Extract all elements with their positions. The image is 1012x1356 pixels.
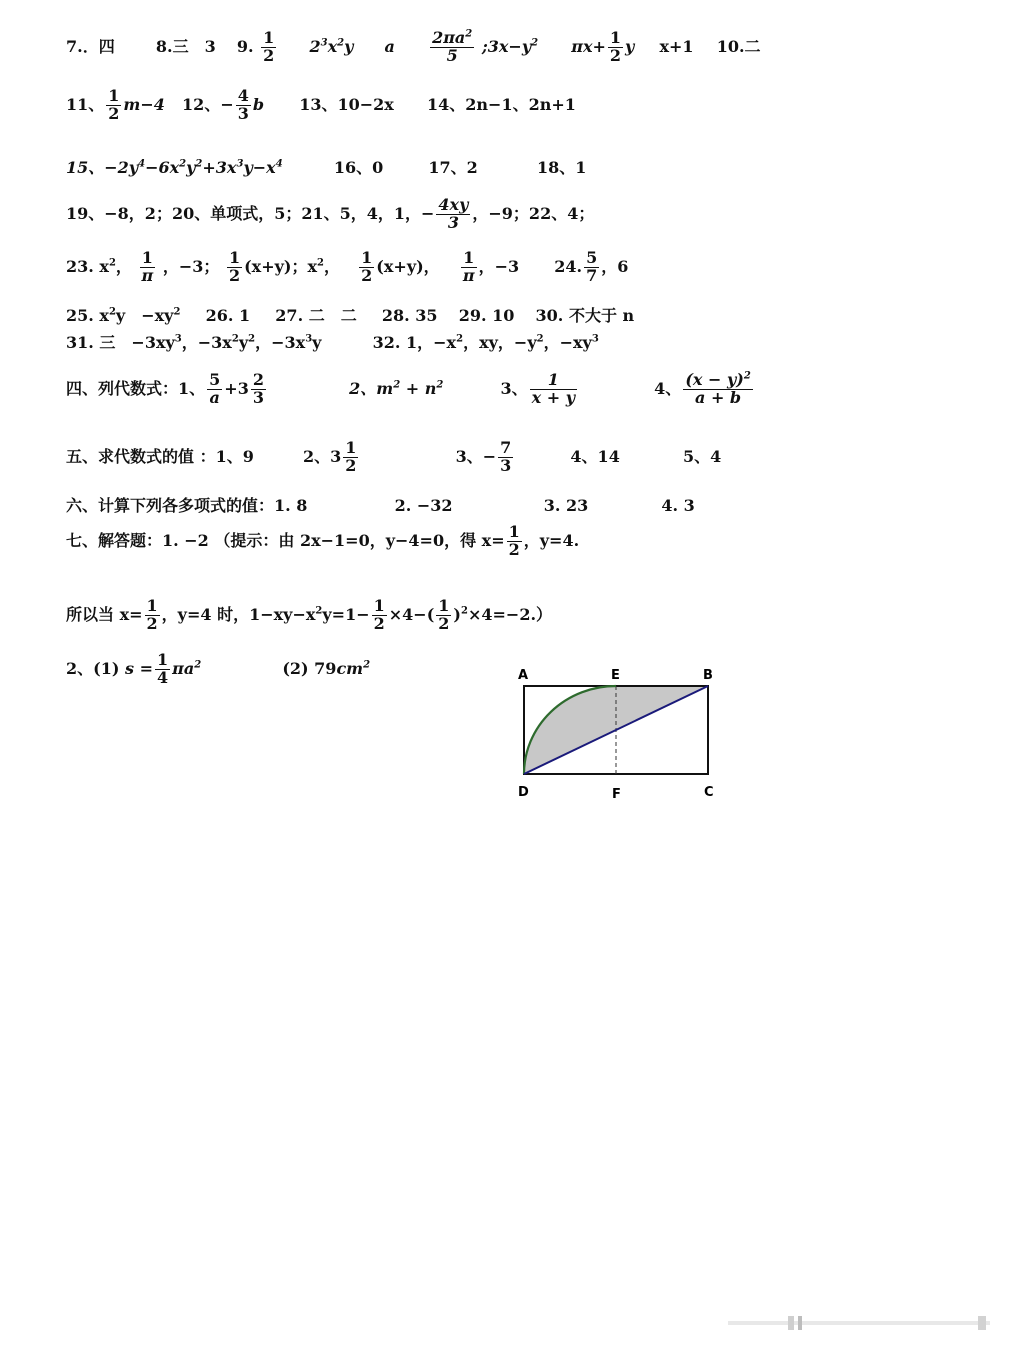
answer-line-15-18 — [66, 155, 586, 178]
answer-8: 8.三 3 — [155, 36, 216, 56]
fraction: $\frac{1}{2}$ — [361, 248, 373, 285]
section-6-answer-2: 2. −32 — [394, 496, 453, 515]
answer-9: 9. — [236, 36, 254, 56]
solution-text: 所以当 x= — [66, 604, 143, 624]
fraction: $\frac{5}{7}$ — [586, 248, 598, 285]
answer-line-25-30 — [66, 303, 634, 326]
fraction: $\frac{1}{2}$ — [263, 28, 275, 65]
term: (x+y)， — [376, 256, 440, 276]
answer-7: 7.．四 — [66, 36, 115, 56]
answer-24: 24. — [554, 256, 583, 276]
section-6-answer-3: 3. 23 — [543, 496, 589, 515]
answer-27: 27. 二 二 — [275, 306, 357, 325]
solution-text: ，y=4 时，$1-xy-x^2y=1-$ — [161, 604, 370, 624]
answer-29: 29. 10 — [458, 306, 515, 325]
term: x+1 — [659, 36, 694, 56]
answer-12: 12、− — [182, 94, 234, 114]
label-e: E — [611, 668, 620, 683]
answer-line-31-32 — [66, 330, 599, 353]
fraction: $\frac{5}{a}$ — [209, 370, 221, 407]
section-7-line — [66, 524, 579, 559]
answer-31: 31. 三 $-3xy^3$，$-3x^2y^2$，$-3x^3y$ — [66, 333, 322, 352]
section-5-answer-5: 5、4 — [682, 446, 722, 466]
term: s = — [125, 658, 153, 678]
answer-26: 26. 1 — [205, 306, 251, 325]
solution-text: )$^2$×4=−2.） — [453, 604, 553, 624]
section-5-label: 五、求代数式的值 ：1、9 — [66, 446, 254, 466]
term: ，−3 — [478, 256, 520, 276]
term: ，−3； — [162, 256, 220, 276]
section-5-answer-2: 2、3 — [303, 446, 342, 466]
section-4-answer-4: 4、 — [654, 378, 682, 398]
term: m−4 — [123, 94, 165, 114]
answer-line-19-22 — [66, 197, 594, 232]
scan-artifact-bar — [728, 1316, 990, 1330]
answer-18: 18、1 — [536, 158, 587, 177]
section-4-answer-3: 3、 — [500, 378, 528, 398]
fraction: $\frac{1}{2}$ — [108, 86, 120, 123]
term: y — [625, 36, 635, 56]
fraction: $\frac{1}{4}$ — [156, 650, 169, 687]
answer-14: 14、2n−1、2n+1 — [427, 94, 576, 114]
fraction: $\frac{1}{2}$ — [146, 596, 158, 633]
fraction: $\frac{1}{x + y}$ — [531, 370, 576, 407]
section-5-line — [66, 440, 721, 475]
label-c: C — [704, 785, 714, 800]
label-a: A — [518, 668, 529, 683]
answer-11: 11、 — [66, 94, 105, 114]
answer-28: 28. 35 — [381, 306, 438, 325]
fraction: $\frac{1}{2}$ — [228, 248, 241, 285]
term: $;3x-y^2$ — [481, 36, 539, 56]
fraction: $\frac{1}{2}$ — [345, 438, 357, 475]
fraction: $\frac{1}{\pi}$ — [141, 248, 154, 285]
section-6-answer-4: 4. 3 — [661, 496, 695, 515]
term: πx+ — [571, 36, 606, 56]
term: ，6 — [601, 256, 629, 276]
term: a — [384, 36, 395, 56]
label-f: F — [612, 787, 621, 802]
term: $\pi a^2$ — [172, 658, 202, 678]
fraction: $\frac{1}{2}$ — [508, 522, 520, 559]
fraction: $\frac{(x - y)^2}{a + b}$ — [685, 370, 751, 407]
answer-16: 16、0 — [333, 158, 384, 177]
fraction: $\frac{1}{\pi}$ — [462, 248, 475, 285]
fraction: $\frac{7}{3}$ — [500, 438, 512, 475]
section-7-label: 七、解答题：1. −2 （提示：由 2x−1=0，y−4=0，得 x= — [66, 530, 505, 550]
fraction: $\frac{2\pi a^2}{5}$ — [432, 28, 473, 65]
section-5-answer-3: 3、− — [455, 446, 497, 466]
answer-19-21: 19、−8，2；20、单项式，5；21、5，4，1，− — [66, 203, 435, 223]
geometry-figure — [510, 664, 730, 808]
label-b: B — [703, 668, 713, 683]
label-d: D — [518, 785, 529, 800]
answer-line-23-24 — [66, 250, 628, 285]
answer-2-line — [66, 652, 370, 687]
section-4-line — [66, 372, 755, 407]
section-4-label: 四、列代数式：1、 — [66, 378, 206, 398]
fraction: $\frac{4xy}{3}$ — [438, 195, 469, 232]
answer-30: 30. 不大于 n — [535, 306, 635, 325]
section-4-answer-2: 2、$m^2 + n^2$ — [349, 378, 444, 398]
term: $cm^2$ — [336, 658, 371, 678]
answer-13: 13、10−2x — [299, 94, 394, 114]
fraction: $\frac{1}{2}$ — [438, 596, 450, 633]
answer-line-11-14 — [66, 88, 576, 123]
term: b — [252, 94, 265, 114]
answer-2-part-2: (2) 79 — [282, 658, 337, 678]
term: (x+y)；$x^2$， — [244, 256, 340, 276]
answer-15: 15、$-2y^4-6x^2y^2+3x^3y-x^4$ — [66, 158, 283, 177]
term: +3 — [224, 378, 249, 398]
answer-line-7-10 — [66, 30, 761, 65]
answer-32: 32. 1，$-x^2$，xy，$-y^2$，$-xy^3$ — [372, 333, 599, 352]
fraction: $\frac{1}{2}$ — [609, 28, 622, 65]
solution-text: ×4−( — [388, 604, 435, 624]
answer-2-label: 2、(1) — [66, 658, 120, 678]
term: $2^3x^2y$ — [309, 36, 354, 56]
section-6-line — [66, 493, 695, 516]
answer-23: 23. $x^2$， — [66, 256, 132, 276]
fraction: $\frac{4}{3}$ — [237, 86, 249, 123]
solution-line — [66, 598, 552, 633]
answer-22: ，−9；22、4； — [472, 203, 595, 223]
fraction: $\frac{2}{3}$ — [252, 370, 264, 407]
answer-25: 25. $x^2y$ $-xy^2$ — [66, 306, 181, 325]
section-5-answer-4: 4、14 — [570, 446, 620, 466]
answer-17: 17、2 — [428, 158, 478, 177]
answer-10: 10.二 — [716, 36, 761, 56]
term: ，y=4. — [523, 530, 580, 550]
fraction: $\frac{1}{2}$ — [373, 596, 385, 633]
section-6-label: 六、计算下列各多项式的值：1. 8 — [66, 496, 308, 515]
